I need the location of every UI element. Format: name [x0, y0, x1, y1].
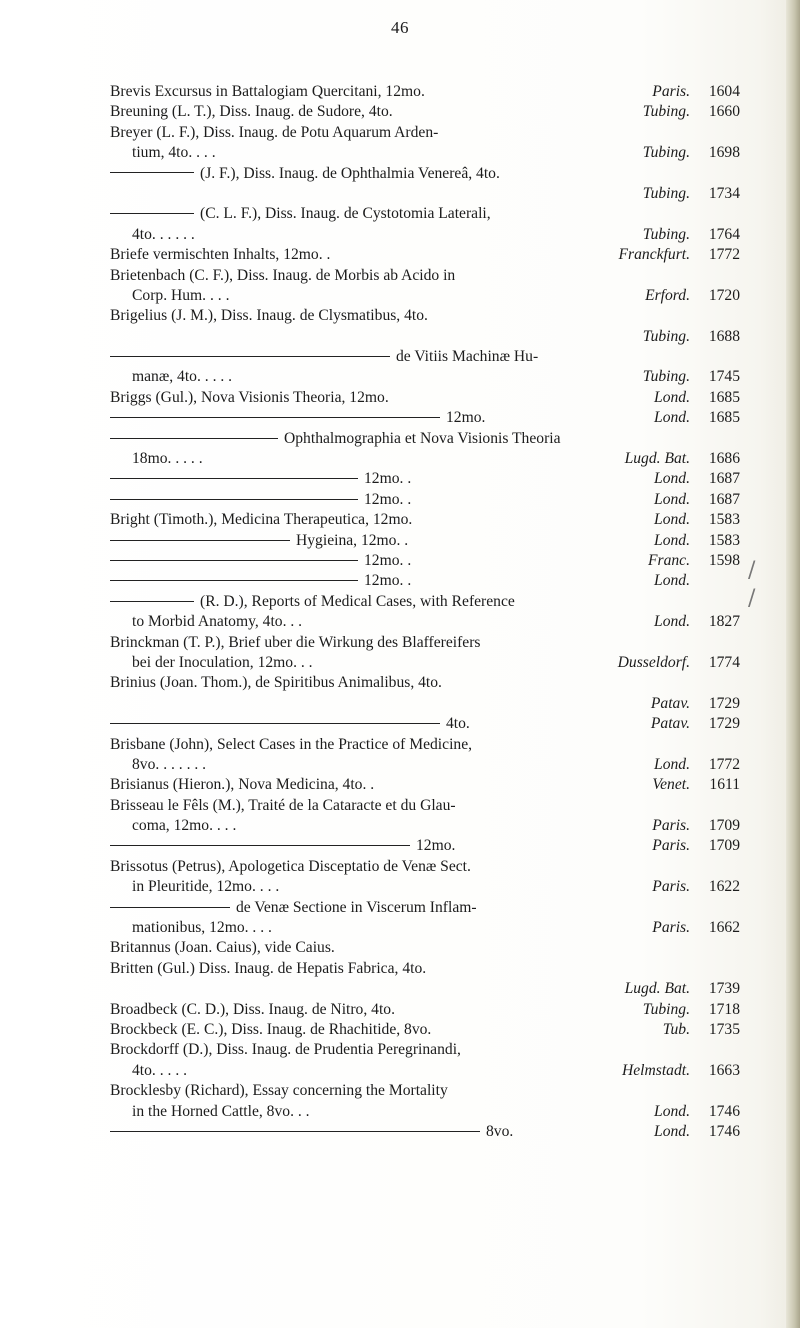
- entry-line: [110, 408, 740, 428]
- entry-text-cell: [110, 592, 684, 612]
- entry-text-cell: [110, 286, 639, 306]
- entry-year: 1686: [708, 450, 740, 468]
- entry-line: [110, 918, 740, 938]
- entry-text-cell: [110, 388, 648, 408]
- entry-year: 1698: [708, 144, 740, 162]
- entry-text: de Venæ Sectione in Viscerum Inflam-: [236, 898, 477, 916]
- ditto-dash: [110, 478, 358, 479]
- entry-line: [110, 1040, 740, 1060]
- entry-place: Lond.: [654, 1102, 690, 1120]
- entry-text: Broadbeck (C. D.), Diss. Inaug. de Nitro, 4to.: [110, 1000, 395, 1018]
- entry-text: Briggs (Gul.), Nova Visionis Theoria, 12mo.: [110, 388, 389, 406]
- entry-year: 1583: [708, 511, 740, 529]
- entry-line: [110, 592, 740, 612]
- entry-place: Lond.: [654, 531, 690, 549]
- entry-text-cell: [110, 918, 646, 938]
- entry-text-cell: [110, 408, 648, 428]
- entry-line: [110, 694, 740, 714]
- entry-text-cell: [110, 367, 637, 387]
- entry-text: Britannus (Joan. Caius), vide Caius.: [110, 939, 335, 957]
- entry-line: [110, 571, 740, 591]
- entry-line: [110, 857, 740, 877]
- entry-line: [110, 938, 740, 958]
- entry-line: [110, 327, 740, 347]
- entry-place: Paris.: [652, 837, 690, 855]
- entry-text: tium, 4to. . . .: [132, 144, 216, 162]
- entry-line: [110, 1020, 740, 1040]
- entry-text-cell: [110, 938, 684, 958]
- entry-text-cell: [110, 123, 684, 143]
- entry-line: [110, 388, 740, 408]
- entry-text: Brissotus (Petrus), Apologetica Disceptatio de Venæ Sect.: [110, 857, 471, 875]
- entry-line: [110, 102, 740, 122]
- entry-text: Brockdorff (D.), Diss. Inaug. de Prudentia Peregrinandi,: [110, 1041, 461, 1059]
- entry-text-cell: [110, 1081, 684, 1101]
- entry-place: Paris.: [652, 817, 690, 835]
- entry-place: Lond.: [654, 490, 690, 508]
- entry-text: (R. D.), Reports of Medical Cases, with Reference: [200, 592, 515, 610]
- entry-text: Brocklesby (Richard), Essay concerning the Mortality: [110, 1082, 448, 1100]
- entry-text-cell: [110, 673, 684, 693]
- entry-text: 8vo.: [486, 1122, 514, 1140]
- entry-text-cell: [110, 490, 648, 510]
- entry-text: in the Horned Cattle, 8vo. . .: [132, 1102, 310, 1120]
- ditto-dash: [110, 1131, 480, 1132]
- entry-year: 1622: [708, 878, 740, 896]
- entry-text: to Morbid Anatomy, 4to. . .: [132, 613, 303, 631]
- entry-year: 1720: [708, 286, 740, 304]
- entry-text: Brisseau le Fêls (M.), Traité de la Cataracte et du Glau-: [110, 796, 456, 814]
- entry-year: 1745: [708, 368, 740, 386]
- entry-place: Lond.: [654, 755, 690, 773]
- entry-text: (C. L. F.), Diss. Inaug. de Cystotomia Laterali,: [200, 205, 491, 223]
- ditto-dash: [110, 560, 358, 561]
- entry-line: [110, 1102, 740, 1122]
- entry-place: Paris.: [652, 83, 690, 100]
- entry-line: [110, 775, 740, 795]
- entry-year: 1685: [708, 388, 740, 406]
- ditto-dash: [110, 172, 194, 173]
- entry-place: Patav.: [650, 694, 690, 712]
- entry-text-cell: [110, 1061, 616, 1081]
- entry-text-cell: [110, 1000, 637, 1020]
- entry-text-cell: [110, 1122, 648, 1142]
- entry-place: Patav.: [650, 715, 690, 733]
- entry-line: [110, 755, 740, 775]
- entry-text-cell: [110, 225, 637, 245]
- entry-text: 12mo. .: [364, 490, 412, 508]
- entry-line: [110, 510, 740, 530]
- entry-text-cell: [110, 633, 684, 653]
- entry-line: [110, 286, 740, 306]
- entry-text: 12mo. .: [364, 551, 412, 569]
- entry-text: Hygieina, 12mo. .: [296, 531, 409, 549]
- entry-text: 4to. . . . . .: [132, 225, 195, 243]
- entry-text: Brisianus (Hieron.), Nova Medicina, 4to. .: [110, 776, 375, 794]
- entry-line: [110, 347, 740, 367]
- entry-year: 1772: [708, 246, 740, 264]
- entry-year: 1663: [708, 1061, 740, 1079]
- entry-place: Tubing.: [642, 184, 690, 202]
- entry-line: [110, 633, 740, 653]
- entry-line: [110, 551, 740, 571]
- entry-line: [110, 836, 740, 856]
- entry-text-cell: [110, 735, 684, 755]
- entry-place: Lond.: [654, 613, 690, 631]
- entry-text-cell: [110, 836, 646, 856]
- entry-year: 1662: [708, 919, 740, 937]
- entry-text-cell: [110, 82, 646, 102]
- entry-line: [110, 184, 740, 204]
- entry-line: [110, 367, 740, 387]
- catalogue-entries: [110, 82, 740, 1142]
- margin-mark: /: [748, 586, 756, 611]
- entry-text-cell: [110, 571, 648, 591]
- entry-text: mationibus, 12mo. . . .: [132, 919, 272, 937]
- entry-year: 1764: [708, 225, 740, 243]
- entry-place: Paris.: [652, 919, 690, 937]
- entry-text-cell: [110, 1102, 648, 1122]
- entry-line: [110, 735, 740, 755]
- entry-line: [110, 531, 740, 551]
- entry-place: Tubing.: [642, 368, 690, 386]
- ditto-dash: [110, 601, 194, 602]
- entry-line: [110, 449, 740, 469]
- entry-line: [110, 714, 740, 734]
- entry-text: 4to. . . . .: [132, 1061, 188, 1079]
- entry-text: Brinckman (T. P.), Brief uber die Wirkung des Blaffereifers: [110, 633, 481, 651]
- entry-text-cell: [110, 347, 684, 367]
- entry-text: 4to.: [446, 715, 470, 733]
- entry-year: 1827: [708, 613, 740, 631]
- entry-text-cell: [110, 449, 619, 469]
- entry-line: [110, 245, 740, 265]
- entry-text: 12mo.: [446, 409, 486, 427]
- entry-text: Breyer (L. F.), Diss. Inaug. de Potu Aquarum Arden-: [110, 123, 439, 141]
- entry-line: [110, 673, 740, 693]
- entry-text-cell: [110, 1020, 657, 1040]
- entry-text-cell: [110, 796, 684, 816]
- entry-text-cell: [110, 775, 646, 795]
- entry-line: [110, 959, 740, 979]
- entry-year: 1660: [708, 103, 740, 121]
- ditto-dash: [110, 540, 290, 541]
- entry-line: [110, 164, 740, 184]
- entry-text: Breuning (L. T.), Diss. Inaug. de Sudore, 4to.: [110, 103, 393, 121]
- entry-line: [110, 979, 740, 999]
- entry-text-cell: [110, 245, 613, 265]
- entry-text-cell: [110, 612, 648, 632]
- entry-text-cell: [110, 816, 646, 836]
- entry-line: [110, 469, 740, 489]
- entry-text-cell: [110, 755, 648, 775]
- entry-year: 1604: [708, 83, 740, 100]
- entry-text-cell: [110, 653, 612, 673]
- entry-year: 1598: [708, 551, 740, 569]
- entry-line: [110, 877, 740, 897]
- entry-text-cell: [110, 959, 684, 979]
- entry-text: in Pleuritide, 12mo. . . .: [132, 878, 280, 896]
- entry-text-cell: [110, 102, 637, 122]
- entry-text-cell: [110, 898, 684, 918]
- entry-line: [110, 143, 740, 163]
- entry-place: Tubing.: [642, 1000, 690, 1018]
- entry-place: Tubing.: [642, 144, 690, 162]
- entry-text: Brockbeck (E. C.), Diss. Inaug. de Rhachitide, 8vo.: [110, 1020, 432, 1038]
- ditto-dash: [110, 417, 440, 418]
- entry-year: 1688: [708, 327, 740, 345]
- ditto-dash: [110, 213, 194, 214]
- margin-mark: /: [748, 558, 756, 583]
- entry-text: (J. F.), Diss. Inaug. de Ophthalmia Venereâ, 4to.: [200, 164, 500, 182]
- entry-text-cell: [110, 1040, 684, 1060]
- entry-text-cell: [110, 429, 684, 449]
- entry-place: Venet.: [652, 776, 690, 794]
- entry-text-cell: [110, 306, 684, 326]
- ditto-dash: [110, 723, 440, 724]
- entry-text: 12mo. .: [364, 572, 412, 590]
- entry-line: [110, 898, 740, 918]
- entry-text-cell: [110, 714, 645, 734]
- entry-place: Franc.: [647, 551, 690, 569]
- ditto-dash: [110, 580, 358, 581]
- entry-text-cell: [110, 143, 637, 163]
- entry-line: [110, 816, 740, 836]
- entry-text: Brinius (Joan. Thom.), de Spiritibus Animalibus, 4to.: [110, 674, 442, 692]
- entry-line: [110, 429, 740, 449]
- entry-year: 1746: [708, 1122, 740, 1140]
- entry-line: [110, 796, 740, 816]
- entry-text: Brietenbach (C. F.), Diss. Inaug. de Morbis ab Acido in: [110, 266, 456, 284]
- entry-line: [110, 266, 740, 286]
- entry-text: Ophthalmographia et Nova Visionis Theoria: [284, 429, 561, 447]
- entry-place: Lond.: [654, 1122, 690, 1140]
- entry-text-cell: [110, 551, 642, 571]
- entry-place: Tub.: [662, 1020, 690, 1038]
- entry-year: 1685: [708, 409, 740, 427]
- entry-line: [110, 123, 740, 143]
- entry-text: Britten (Gul.) Diss. Inaug. de Hepatis Fabrica, 4to.: [110, 959, 427, 977]
- entry-year: 1729: [708, 694, 740, 712]
- entry-text: Brigelius (J. M.), Diss. Inaug. de Clysmatibus, 4to.: [110, 307, 428, 325]
- entry-place: Helmstadt.: [621, 1061, 690, 1079]
- entry-year: 1687: [708, 470, 740, 488]
- entry-text: Brevis Excursus in Battalogiam Quercitani, 12mo.: [110, 83, 425, 100]
- entry-place: Dusseldorf.: [617, 653, 690, 671]
- entry-year: 1718: [708, 1000, 740, 1018]
- entry-year: 1583: [708, 531, 740, 549]
- entry-line: [110, 653, 740, 673]
- entry-line: [110, 612, 740, 632]
- entry-place: Franckfurt.: [618, 246, 690, 264]
- entry-text-cell: [110, 469, 648, 489]
- entry-line: [110, 1061, 740, 1081]
- entry-line: [110, 306, 740, 326]
- entry-place: Paris.: [652, 878, 690, 896]
- entry-place: Lond.: [654, 572, 690, 590]
- entry-year: 1735: [708, 1020, 740, 1038]
- entry-line: [110, 204, 740, 224]
- entry-text: bei der Inoculation, 12mo. . .: [132, 653, 313, 671]
- entry-year: 1709: [708, 817, 740, 835]
- entry-year: 1709: [708, 837, 740, 855]
- entry-text-cell: [110, 204, 684, 224]
- entry-text-cell: [110, 531, 648, 551]
- ditto-dash: [110, 499, 358, 500]
- entry-year: 1739: [708, 980, 740, 998]
- entry-year: 1611: [709, 776, 740, 794]
- entry-text: 18mo. . . . .: [132, 450, 203, 468]
- entry-place: Lond.: [654, 470, 690, 488]
- entry-text-cell: [110, 857, 684, 877]
- entry-year: 1687: [708, 490, 740, 508]
- entry-place: Lugd. Bat.: [624, 450, 690, 468]
- entry-place: Lugd. Bat.: [624, 980, 690, 998]
- ditto-dash: [110, 907, 230, 908]
- entry-year: 1734: [708, 184, 740, 202]
- entry-text: manæ, 4to. . . . .: [132, 368, 233, 386]
- entry-text: coma, 12mo. . . .: [132, 817, 237, 835]
- entry-text-cell: [110, 266, 684, 286]
- entry-text: Brisbane (John), Select Cases in the Practice of Medicine,: [110, 735, 473, 753]
- entry-line: [110, 82, 740, 102]
- entry-line: [110, 225, 740, 245]
- entry-place: Erford.: [645, 286, 690, 304]
- entry-place: Tubing.: [642, 103, 690, 121]
- entry-text: 8vo. . . . . . .: [132, 755, 207, 773]
- page-number: 46: [391, 18, 409, 37]
- entry-place: Tubing.: [642, 225, 690, 243]
- entry-place: Lond.: [654, 388, 690, 406]
- page-edge-shadow: [786, 0, 800, 1328]
- entry-text: 12mo.: [416, 837, 456, 855]
- entry-text-cell: [110, 877, 646, 897]
- entry-text: Bright (Timoth.), Medicina Therapeutica, 12mo.: [110, 511, 413, 529]
- entry-place: Tubing.: [642, 327, 690, 345]
- entry-place: Lond.: [654, 409, 690, 427]
- entry-year: 1774: [708, 653, 740, 671]
- entry-text: 12mo. .: [364, 470, 412, 488]
- ditto-dash: [110, 438, 278, 439]
- entry-text: Briefe vermischten Inhalts, 12mo. .: [110, 246, 331, 264]
- entry-year: 1746: [708, 1102, 740, 1120]
- ditto-dash: [110, 845, 410, 846]
- entry-text-cell: [110, 510, 648, 530]
- entry-text-cell: [110, 164, 684, 184]
- entry-place: Lond.: [654, 511, 690, 529]
- entry-line: [110, 490, 740, 510]
- entry-text: de Vitiis Machinæ Hu-: [396, 348, 539, 366]
- entry-line: [110, 1122, 740, 1142]
- ditto-dash: [110, 356, 390, 357]
- entry-year: 1729: [708, 715, 740, 733]
- entry-line: [110, 1000, 740, 1020]
- entry-year: 1772: [708, 755, 740, 773]
- entry-text: Corp. Hum. . . .: [132, 286, 230, 304]
- entry-line: [110, 1081, 740, 1101]
